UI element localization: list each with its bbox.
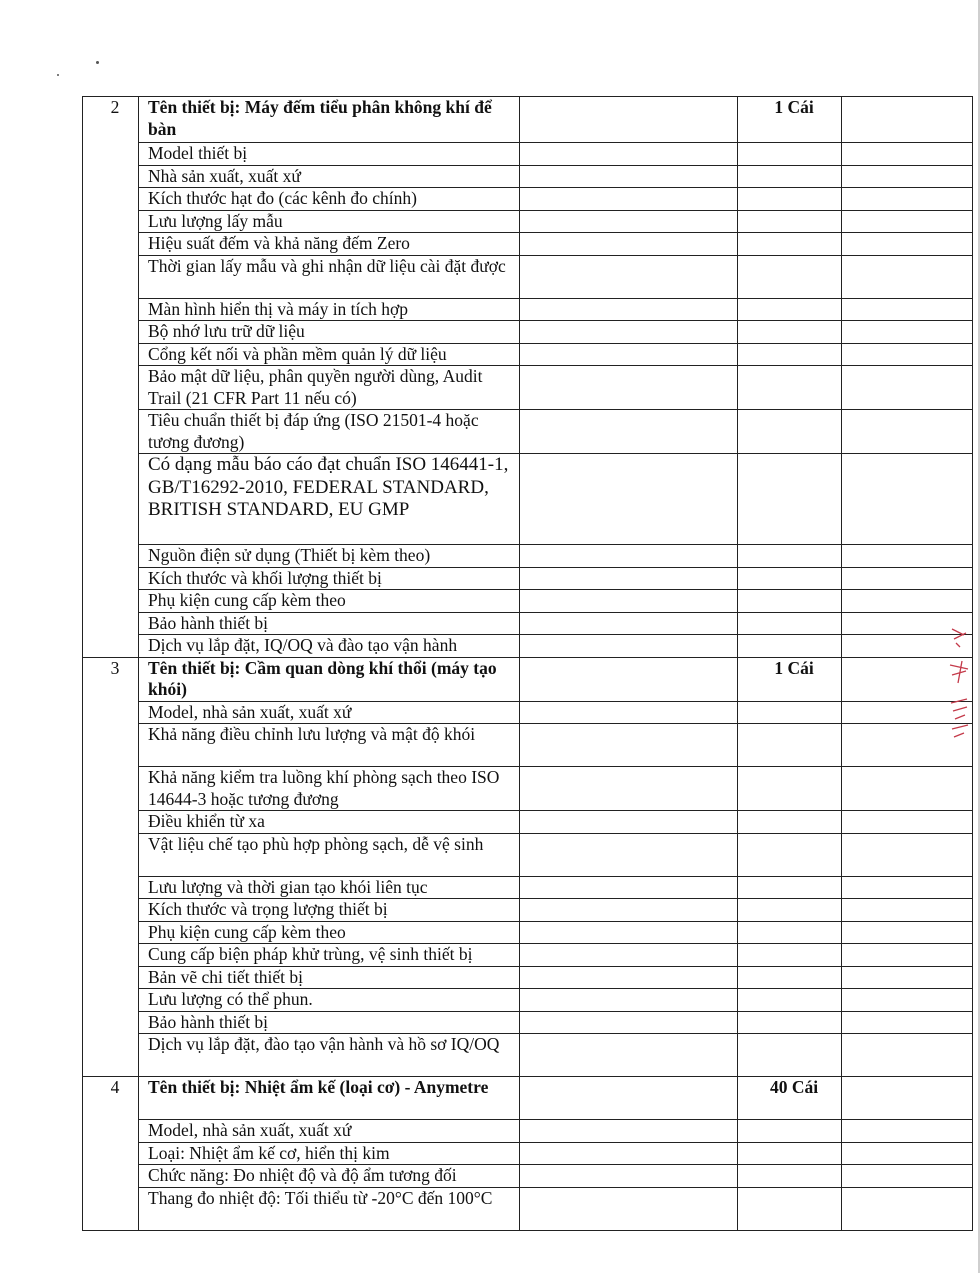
response-cell: [520, 899, 738, 922]
spec-item: Tiêu chuẩn thiết bị đáp ứng (ISO 21501-4 hoặc tương đương): [139, 410, 520, 454]
quantity-cell: [738, 366, 842, 410]
response-cell: [520, 811, 738, 834]
table-row: [83, 833, 973, 876]
table-row: [83, 657, 973, 701]
table-row: [83, 989, 973, 1012]
quantity-cell: [738, 188, 842, 211]
note-cell: [842, 767, 973, 811]
quantity-cell: [738, 1011, 842, 1034]
handwritten-initials-mark: [946, 625, 972, 745]
response-cell: [520, 1142, 738, 1165]
quantity-cell: [738, 899, 842, 922]
table-row: [83, 233, 973, 256]
spec-item: Phụ kiện cung cấp kèm theo: [139, 590, 520, 613]
spec-item: Dịch vụ lắp đặt, đào tạo vận hành và hồ sơ IQ/OQ: [139, 1034, 520, 1077]
spec-item: Lưu lượng lấy mẫu: [139, 210, 520, 233]
quantity: 1 Cái: [738, 657, 842, 701]
spec-item: Model, nhà sản xuất, xuất xứ: [139, 701, 520, 724]
spec-item: Bộ nhớ lưu trữ dữ liệu: [139, 321, 520, 344]
note-cell: [842, 1011, 973, 1034]
table-row: [83, 1165, 973, 1188]
response-cell: [520, 545, 738, 568]
spec-item: Hiệu suất đếm và khả năng đếm Zero: [139, 233, 520, 256]
table-row: [83, 811, 973, 834]
note-cell: [842, 567, 973, 590]
spec-item: Kích thước hạt đo (các kênh đo chính): [139, 188, 520, 211]
quantity-cell: [738, 410, 842, 454]
quantity: 1 Cái: [738, 97, 842, 143]
table-row: [83, 410, 973, 454]
spec-item: Loại: Nhiệt ẩm kế cơ, hiển thị kim: [139, 1142, 520, 1165]
quantity-cell: [738, 590, 842, 613]
response-cell: [520, 701, 738, 724]
table-row: [83, 876, 973, 899]
quantity-cell: [738, 321, 842, 344]
equipment-name: Tên thiết bị: Cầm quan dòng khí thổi (máy tạo khói): [139, 657, 520, 701]
spec-item: Bản vẽ chi tiết thiết bị: [139, 966, 520, 989]
response-cell: [520, 143, 738, 166]
note-cell: [842, 143, 973, 166]
response-cell: [520, 833, 738, 876]
quantity-cell: [738, 298, 842, 321]
note-cell: [842, 899, 973, 922]
response-cell: [520, 567, 738, 590]
table-row: [83, 966, 973, 989]
spec-item: Model, nhà sản xuất, xuất xứ: [139, 1120, 520, 1143]
response-cell: [520, 210, 738, 233]
table-row: [83, 165, 973, 188]
note-cell: [842, 298, 973, 321]
response-cell: [520, 876, 738, 899]
response-cell: [520, 590, 738, 613]
response-cell: [520, 989, 738, 1012]
quantity: 40 Cái: [738, 1077, 842, 1120]
table-row: [83, 921, 973, 944]
spec-item: Khả năng điều chỉnh lưu lượng và mật độ khói: [139, 724, 520, 767]
quantity-cell: [738, 612, 842, 635]
table-row: [83, 567, 973, 590]
note-cell: [842, 97, 973, 143]
quantity-cell: [738, 701, 842, 724]
table-row: [83, 1142, 973, 1165]
response-cell: [520, 612, 738, 635]
response-cell: [520, 97, 738, 143]
table-row: [83, 612, 973, 635]
quantity-cell: [738, 767, 842, 811]
response-cell: [520, 1011, 738, 1034]
note-cell: [842, 454, 973, 545]
quantity-cell: [738, 966, 842, 989]
spec-item: Cổng kết nối và phần mềm quản lý dữ liệu: [139, 343, 520, 366]
response-cell: [520, 944, 738, 967]
quantity-cell: [738, 1142, 842, 1165]
spec-item: Bảo hành thiết bị: [139, 1011, 520, 1034]
quantity-cell: [738, 255, 842, 298]
table-row: [83, 97, 973, 143]
table-row: [83, 944, 973, 967]
response-cell: [520, 1034, 738, 1077]
table-row: [83, 143, 973, 166]
quantity-cell: [738, 165, 842, 188]
spec-item: Model thiết bị: [139, 143, 520, 166]
quantity-cell: [738, 724, 842, 767]
note-cell: [842, 343, 973, 366]
quantity-cell: [738, 567, 842, 590]
note-cell: [842, 989, 973, 1012]
spec-item: Thời gian lấy mẫu và ghi nhận dữ liệu cài đặt được: [139, 255, 520, 298]
spec-item: Chức năng: Đo nhiệt độ và độ ẩm tương đối: [139, 1165, 520, 1188]
response-cell: [520, 410, 738, 454]
response-cell: [520, 321, 738, 344]
table-row: [83, 724, 973, 767]
note-cell: [842, 165, 973, 188]
response-cell: [520, 921, 738, 944]
table-row: [83, 899, 973, 922]
note-cell: [842, 876, 973, 899]
table-row: [83, 298, 973, 321]
response-cell: [520, 366, 738, 410]
response-cell: [520, 298, 738, 321]
spec-item: Lưu lượng và thời gian tạo khói liên tục: [139, 876, 520, 899]
spec-item: Vật liệu chế tạo phù hợp phòng sạch, dễ vệ sinh: [139, 833, 520, 876]
spec-item: Thang đo nhiệt độ: Tối thiểu từ -20°C đến 100°C: [139, 1187, 520, 1230]
note-cell: [842, 233, 973, 256]
response-cell: [520, 165, 738, 188]
response-cell: [520, 657, 738, 701]
quantity-cell: [738, 1187, 842, 1230]
table-row: [83, 1034, 973, 1077]
spec-item: Lưu lượng có thể phun.: [139, 989, 520, 1012]
spec-item: Cung cấp biện pháp khử trùng, vệ sinh thiết bị: [139, 944, 520, 967]
table-row: [83, 255, 973, 298]
note-cell: [842, 1120, 973, 1143]
note-cell: [842, 188, 973, 211]
quantity-cell: [738, 876, 842, 899]
table-row: [83, 1077, 973, 1120]
scan-speck: [96, 61, 99, 64]
table-row: [83, 210, 973, 233]
table-row: [83, 188, 973, 211]
spec-item: Bảo mật dữ liệu, phân quyền người dùng, Audit Trail (21 CFR Part 11 nếu có): [139, 366, 520, 410]
equipment-name: Tên thiết bị: Nhiệt ẩm kế (loại cơ) - Anymetre: [139, 1077, 520, 1120]
note-cell: [842, 210, 973, 233]
quantity-cell: [738, 921, 842, 944]
spec-item: Kích thước và khối lượng thiết bị: [139, 567, 520, 590]
note-cell: [842, 1187, 973, 1230]
response-cell: [520, 635, 738, 658]
table-row: [83, 343, 973, 366]
quantity-cell: [738, 833, 842, 876]
response-cell: [520, 343, 738, 366]
note-cell: [842, 811, 973, 834]
note-cell: [842, 366, 973, 410]
response-cell: [520, 188, 738, 211]
response-cell: [520, 233, 738, 256]
spec-item: Phụ kiện cung cấp kèm theo: [139, 921, 520, 944]
table-row: [83, 454, 973, 545]
response-cell: [520, 724, 738, 767]
item-number: 4: [83, 1077, 139, 1231]
spec-item: Màn hình hiển thị và máy in tích hợp: [139, 298, 520, 321]
item-number: 2: [83, 97, 139, 658]
note-cell: [842, 545, 973, 568]
table-row: [83, 701, 973, 724]
response-cell: [520, 1165, 738, 1188]
table-row: [83, 767, 973, 811]
spec-item: Điều khiển từ xa: [139, 811, 520, 834]
note-cell: [842, 1142, 973, 1165]
quantity-cell: [738, 233, 842, 256]
table-row: [83, 1187, 973, 1230]
spec-item: Nhà sản xuất, xuất xứ: [139, 165, 520, 188]
quantity-cell: [738, 1120, 842, 1143]
scan-speck: [57, 74, 59, 76]
table-row: [83, 321, 973, 344]
note-cell: [842, 255, 973, 298]
table-row: [83, 1011, 973, 1034]
note-cell: [842, 321, 973, 344]
quantity-cell: [738, 635, 842, 658]
note-cell: [842, 966, 973, 989]
table-row: [83, 1120, 973, 1143]
note-cell: [842, 944, 973, 967]
spec-item: Nguồn điện sử dụng (Thiết bị kèm theo): [139, 545, 520, 568]
spec-item: Dịch vụ lắp đặt, IQ/OQ và đào tạo vận hành: [139, 635, 520, 658]
table-row: [83, 590, 973, 613]
quantity-cell: [738, 811, 842, 834]
table-row: [83, 635, 973, 658]
quantity-cell: [738, 1034, 842, 1077]
note-cell: [842, 1165, 973, 1188]
spec-item: Bảo hành thiết bị: [139, 612, 520, 635]
note-cell: [842, 410, 973, 454]
quantity-cell: [738, 545, 842, 568]
note-cell: [842, 590, 973, 613]
spec-item: Có dạng mẫu báo cáo đạt chuẩn ISO 146441-1, GB/T16292-2010, FEDERAL STANDARD, BRITISH STANDARD, EU GMP: [139, 454, 520, 545]
note-cell: [842, 833, 973, 876]
quantity-cell: [738, 454, 842, 545]
spec-item: Kích thước và trọng lượng thiết bị: [139, 899, 520, 922]
quantity-cell: [738, 1165, 842, 1188]
response-cell: [520, 767, 738, 811]
response-cell: [520, 255, 738, 298]
table-row: [83, 366, 973, 410]
note-cell: [842, 1034, 973, 1077]
response-cell: [520, 454, 738, 545]
note-cell: [842, 1077, 973, 1120]
quantity-cell: [738, 210, 842, 233]
equipment-name: Tên thiết bị: Máy đếm tiểu phân không khí để bàn: [139, 97, 520, 143]
response-cell: [520, 966, 738, 989]
quantity-cell: [738, 944, 842, 967]
quantity-cell: [738, 989, 842, 1012]
item-number: 3: [83, 657, 139, 1077]
note-cell: [842, 921, 973, 944]
response-cell: [520, 1187, 738, 1230]
response-cell: [520, 1077, 738, 1120]
equipment-spec-table: [82, 96, 973, 1231]
table-row: [83, 545, 973, 568]
response-cell: [520, 1120, 738, 1143]
spec-item: Khả năng kiểm tra luồng khí phòng sạch theo ISO 14644-3 hoặc tương đương: [139, 767, 520, 811]
quantity-cell: [738, 343, 842, 366]
quantity-cell: [738, 143, 842, 166]
